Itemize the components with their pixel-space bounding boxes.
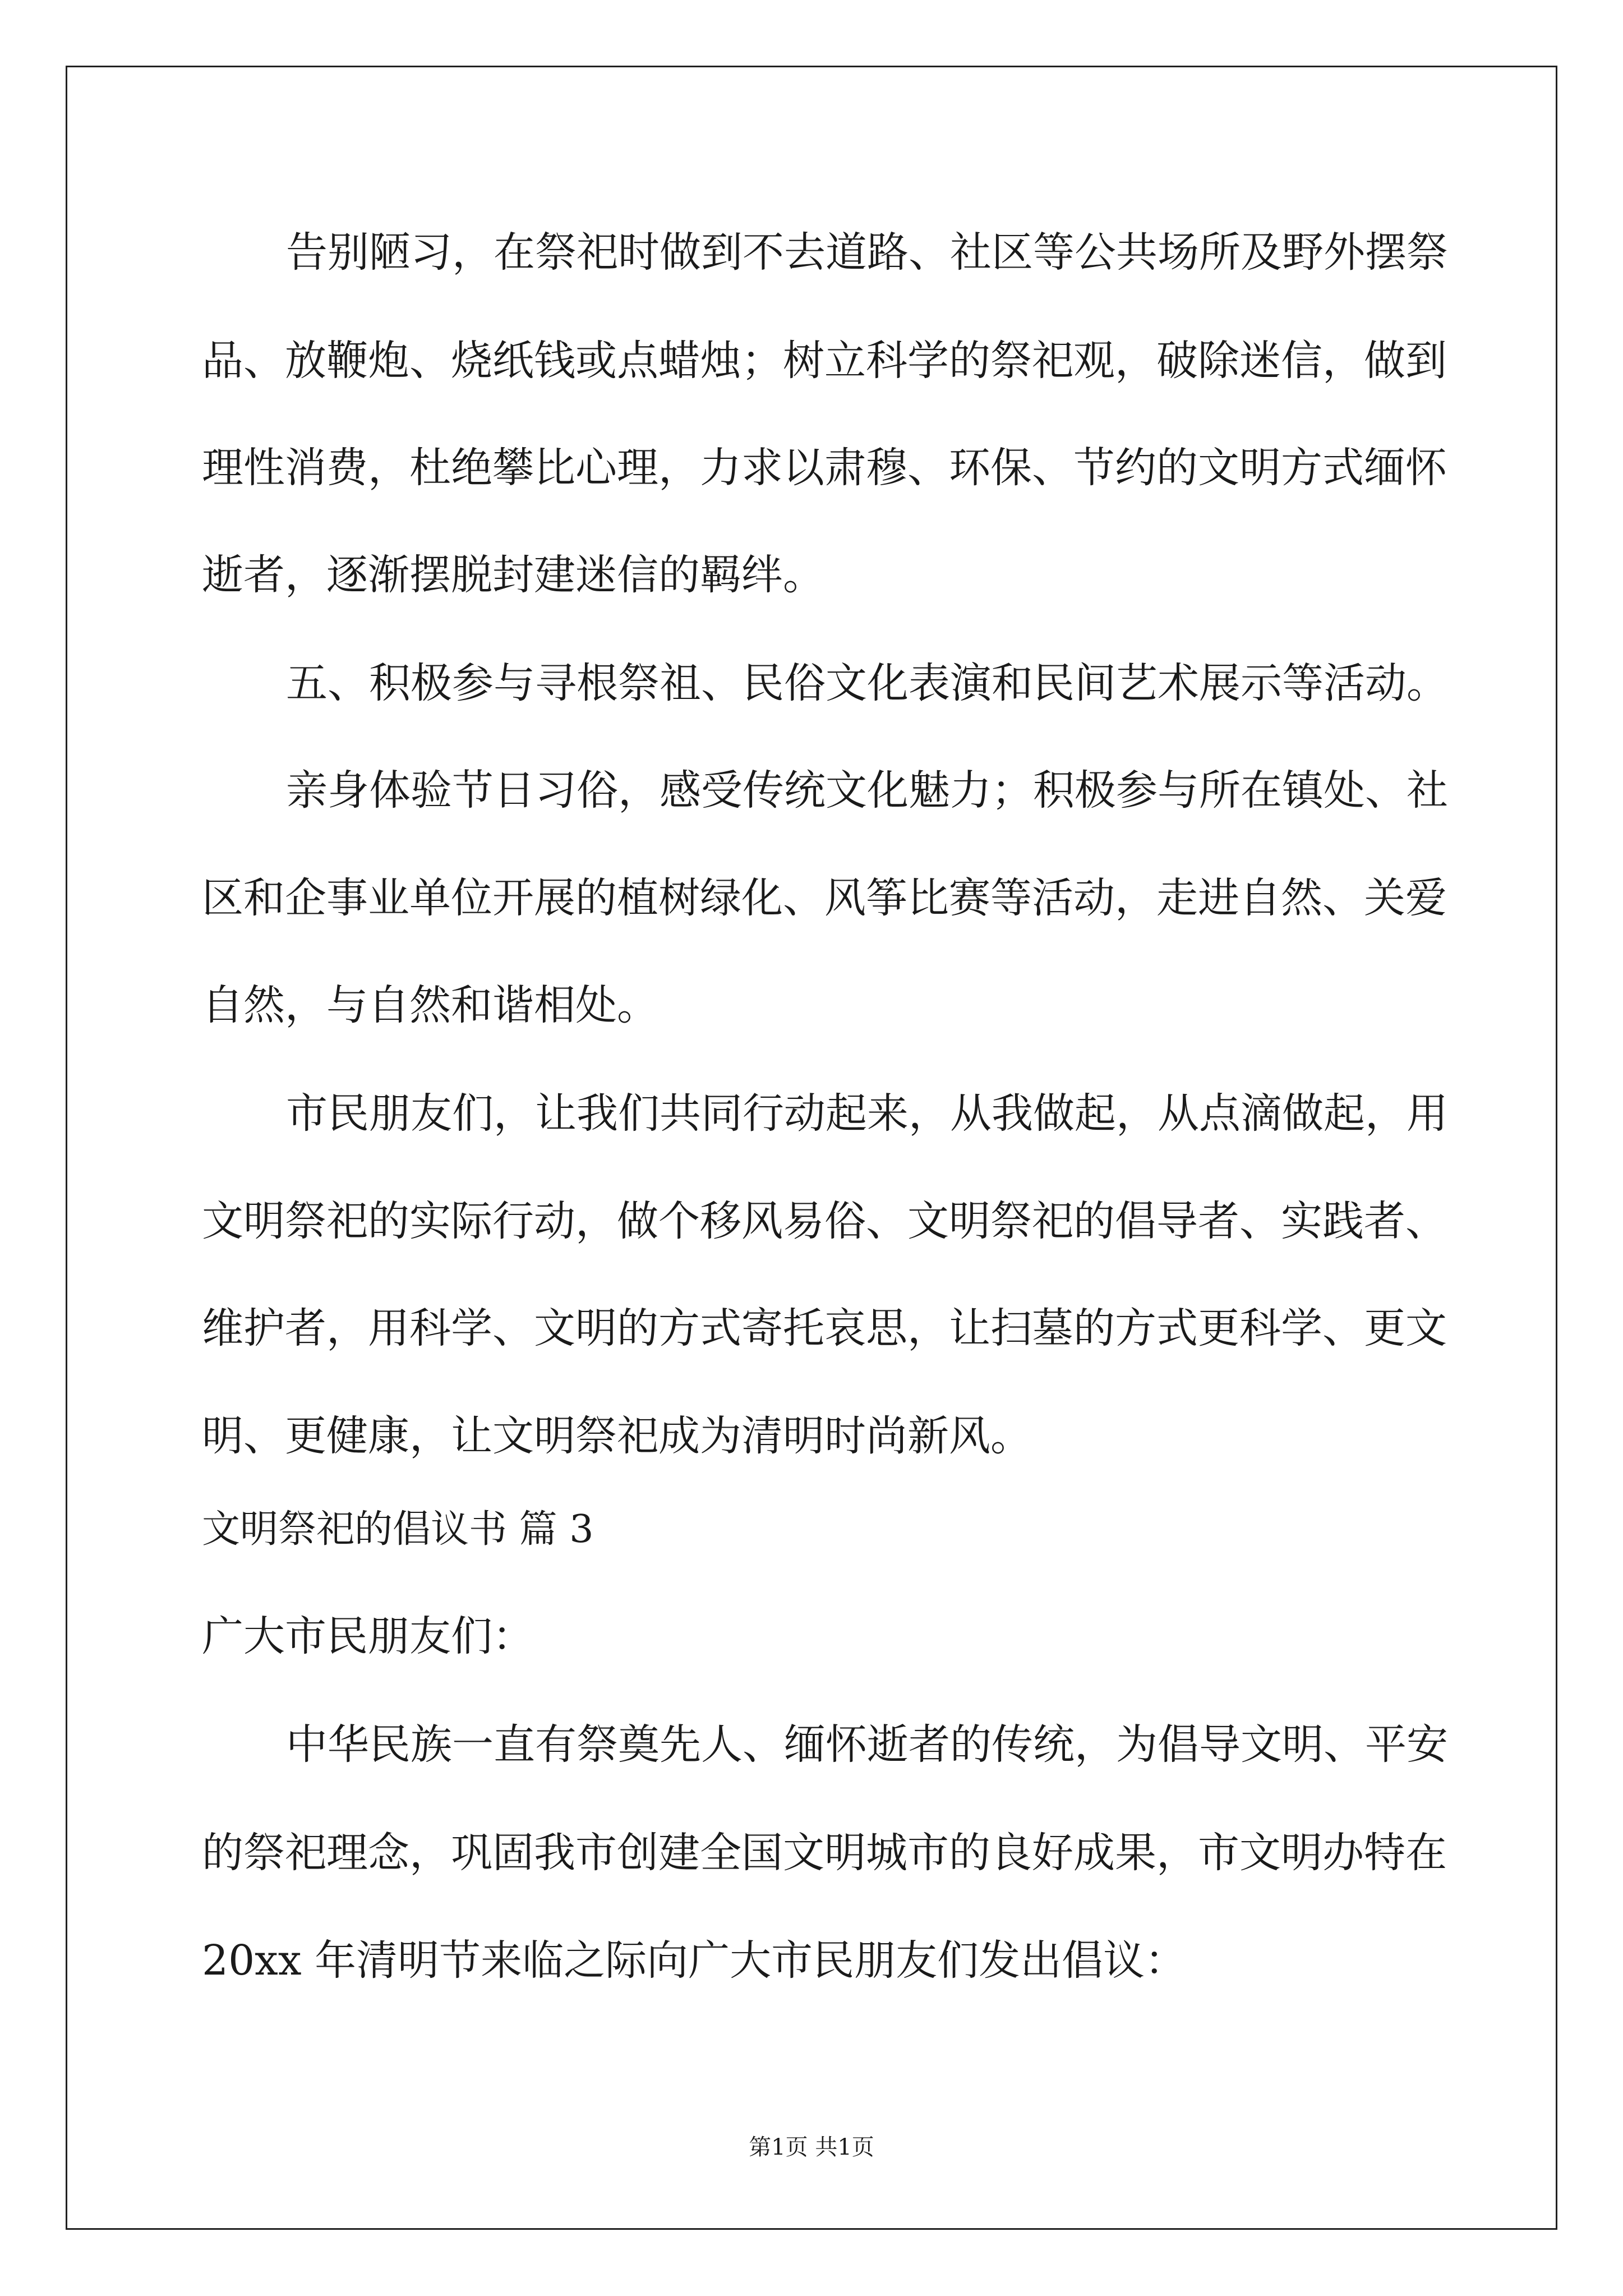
body-line: 品、放鞭炮、烧纸钱或点蜡烛；树立科学的祭祀观，破除迷信，做到 bbox=[202, 337, 1447, 385]
body-line: 亲身体验节日习俗，感受传统文化魅力；积极参与所在镇处、社 bbox=[286, 766, 1448, 815]
body-line: 中华民族一直有祭奠先人、缅怀逝者的传统，为倡导文明、平安 bbox=[286, 1720, 1448, 1769]
body-line: 告别陋习，在祭祀时做到不去道路、社区等公共场所及野外摆祭 bbox=[286, 228, 1448, 277]
page-border bbox=[66, 66, 1557, 2230]
body-line: 文明祭祀的实际行动，做个移风易俗、文明祭祀的倡导者、实践者、 bbox=[202, 1197, 1447, 1245]
salutation: 广大市民朋友们： bbox=[202, 1612, 534, 1660]
body-line: 理性消费，杜绝攀比心理，力求以肃穆、环保、节约的文明方式缅怀 bbox=[202, 444, 1447, 492]
section-heading: 文明祭祀的倡议书 篇 3 bbox=[202, 1507, 594, 1552]
body-line: 20xx 年清明节来临之际向广大市民朋友们发出倡议： bbox=[202, 1936, 1187, 1985]
body-line: 市民朋友们，让我们共同行动起来，从我做起，从点滴做起，用 bbox=[286, 1089, 1448, 1138]
body-line: 的祭祀理念，巩固我市创建全国文明城市的良好成果，市文明办特在 bbox=[202, 1829, 1447, 1877]
body-line: 自然，与自然和谐相处。 bbox=[202, 981, 658, 1029]
body-line: 明、更健康，让文明祭祀成为清明时尚新风。 bbox=[202, 1412, 1032, 1460]
body-line: 五、积极参与寻根祭祖、民俗文化表演和民间艺术展示等活动。 bbox=[286, 659, 1448, 707]
body-line: 区和企事业单位开展的植树绿化、风筝比赛等活动，走进自然、关爱 bbox=[202, 874, 1447, 922]
body-line: 逝者，逐渐摆脱封建迷信的羁绊。 bbox=[202, 551, 824, 599]
page-number: 第1页 共1页 bbox=[749, 2134, 874, 2160]
body-line: 维护者，用科学、文明的方式寄托哀思，让扫墓的方式更科学、更文 bbox=[202, 1304, 1447, 1352]
